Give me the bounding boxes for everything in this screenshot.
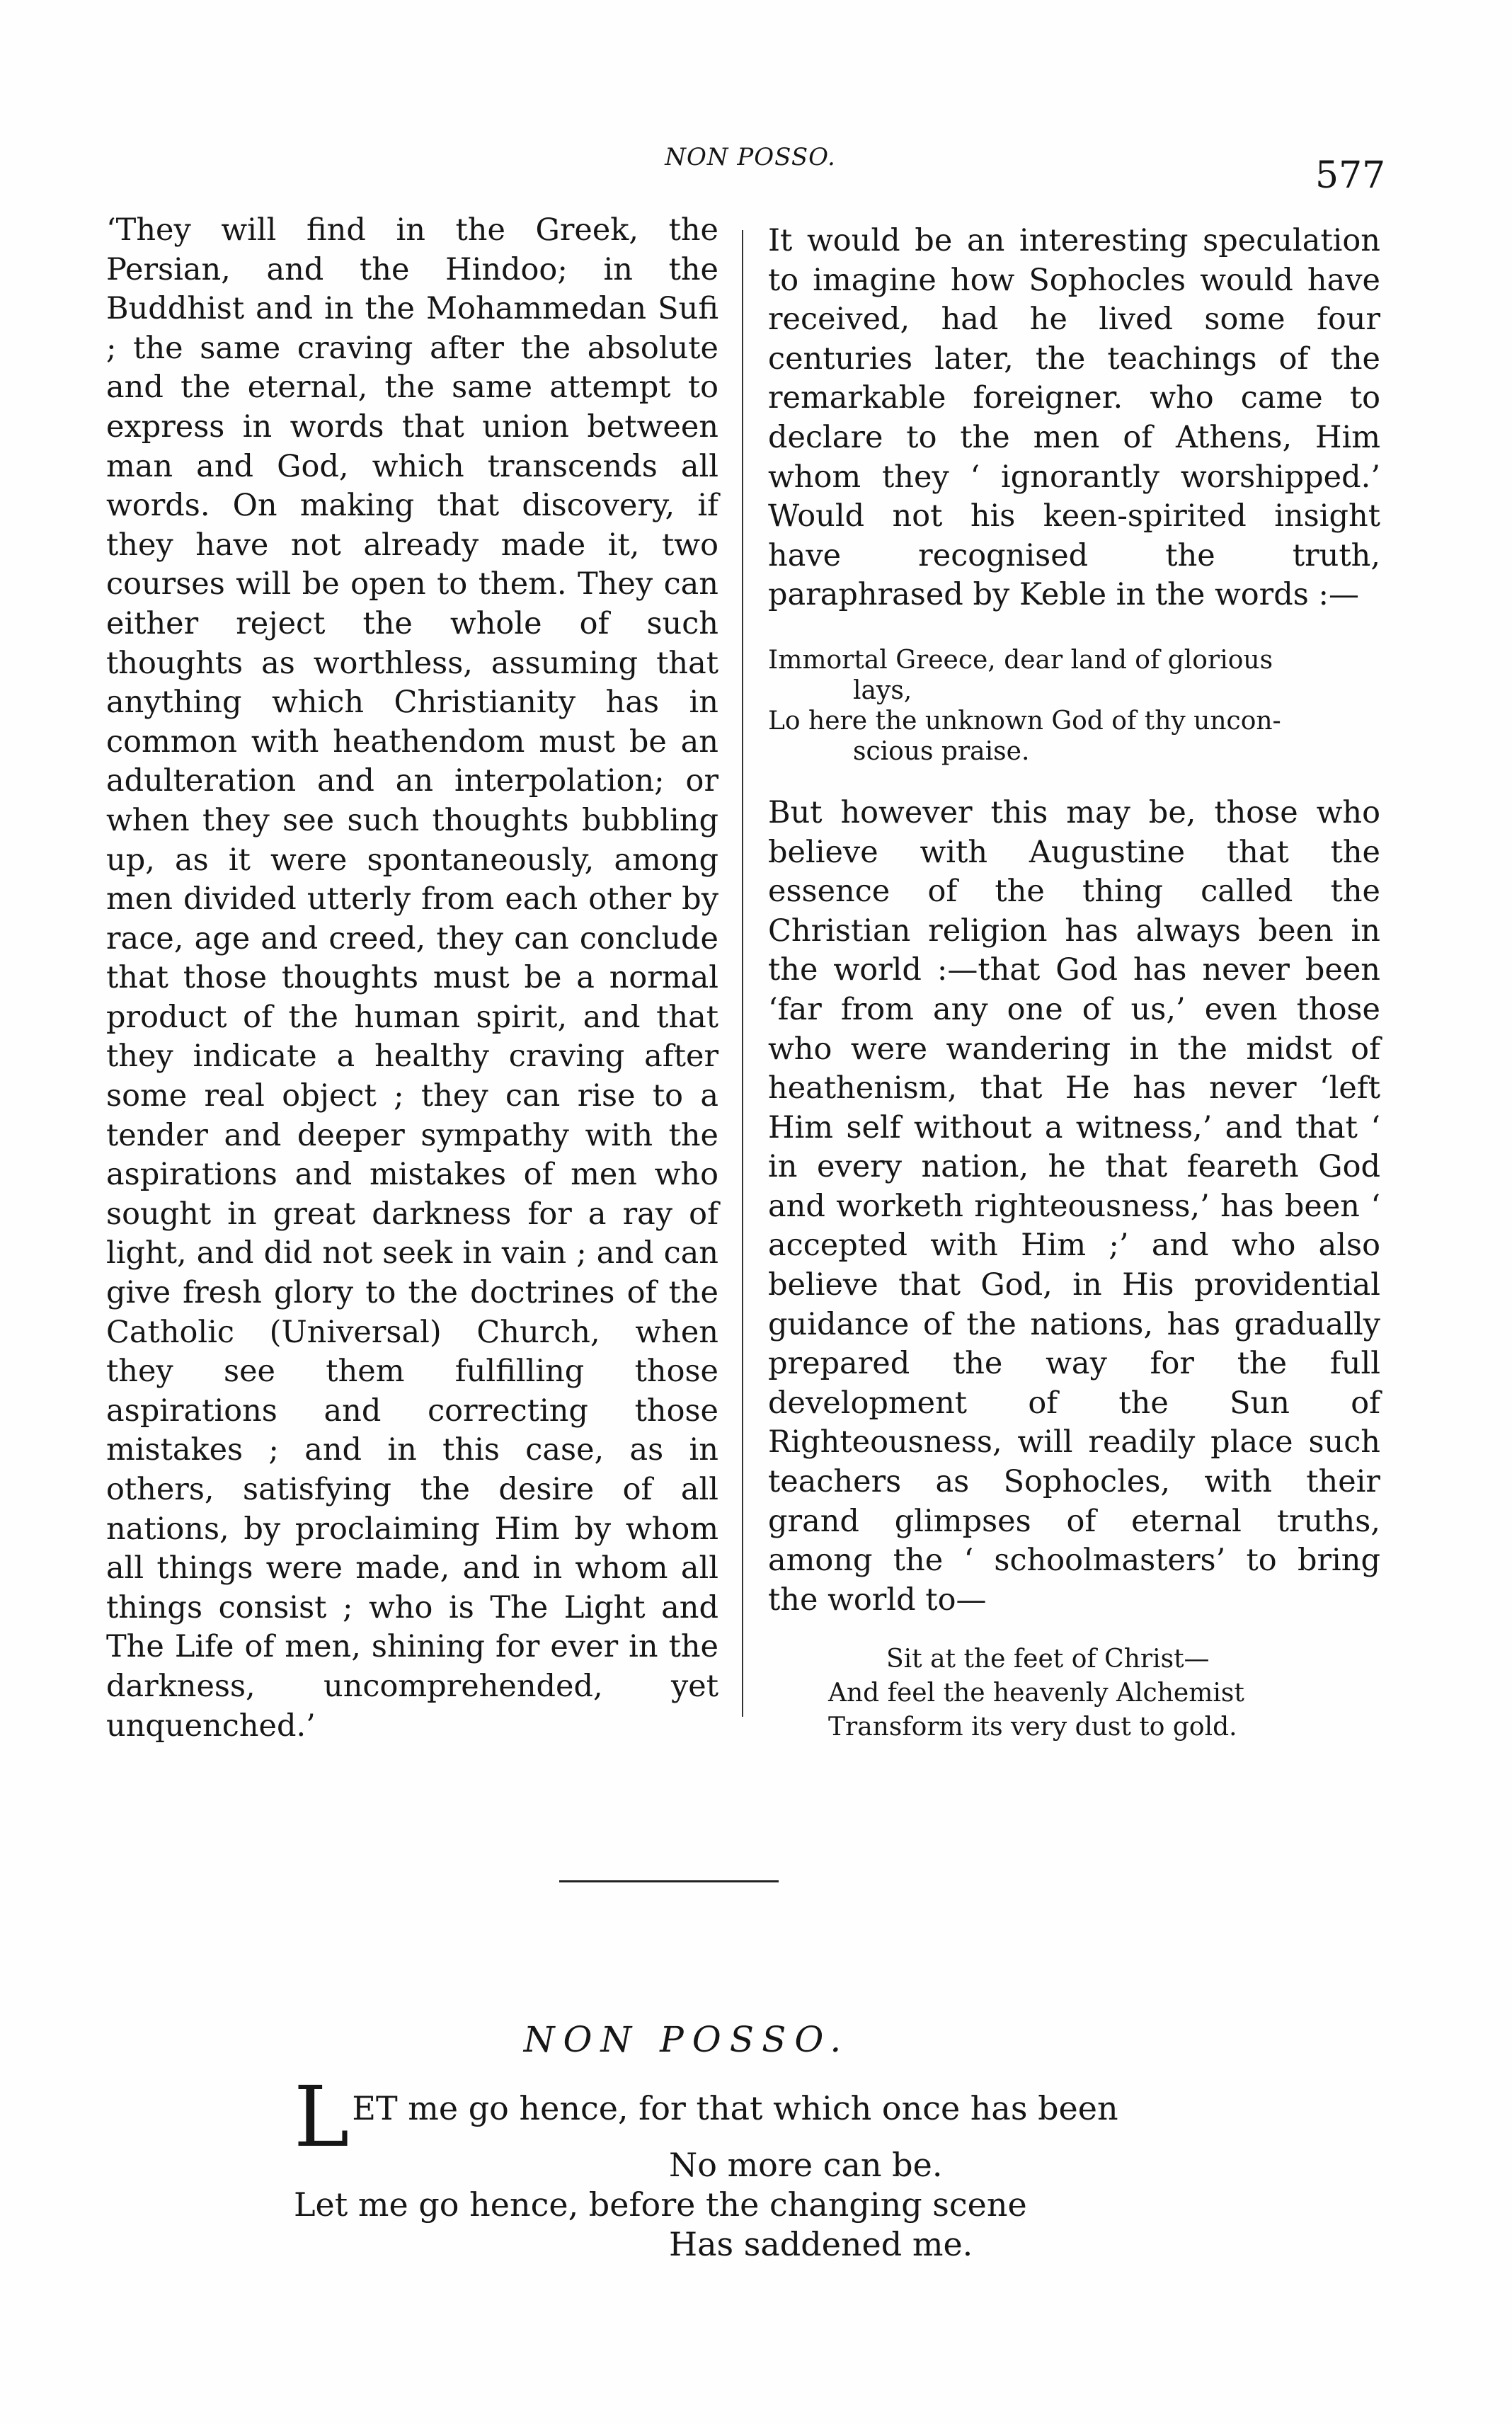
poem <box>294 2068 1214 2264</box>
quote-line: Immortal Greece, dear land of glorious <box>768 645 1273 675</box>
poem-title: NON POSSO. <box>523 2019 850 2060</box>
right-paragraph-1: It would be an interesting speculation to imagine how Sophocles would have received, had he lived some four centuries later, the teachings of the remarkable foreigner. who came to declare to the men of Athens, Him whom they ‘ ignorantly worshipped.’ Would not his keen-spirited insight have recognised the truth, paraphrased by Keble in the words :— <box>768 223 1380 613</box>
page-number: 577 <box>1315 154 1386 197</box>
drop-cap: L <box>294 2068 350 2166</box>
right-column <box>768 222 1380 1744</box>
poem-line: Let me go hence, before the changing scene <box>294 2185 1027 2224</box>
verse-line: Transform its very dust to gold. <box>828 1713 1237 1742</box>
left-column <box>106 211 718 1746</box>
keble-quote <box>768 645 1380 767</box>
running-head: NON POSSO. <box>665 143 836 171</box>
quote-line: lays, <box>853 675 912 705</box>
right-paragraph-2: But however this may be, those who believe with Augustine that the essence of the thing called the Christian religion has always been in the world :—that God has never been ‘far from any one of us,’ even those who were wandering in the midst of heathenism, that He has never ‘left Him self without a witness,’ and that ‘ in every nation, he that feareth God and worketh righteousness,’ has been ‘ accepted with Him ;’ and who also believe that God, in His providential guidance of the nations, has gradually prepared the way for the full development of the Sun of Righteousness, will readily place such teachers as Sophocles, with their grand glimpses of eternal truths, among the ‘ schoolmasters’ to bring the world to— <box>768 794 1380 1618</box>
quote-line: Lo here the unknown God of thy uncon- <box>768 706 1281 736</box>
poem-line: Has saddened me. <box>669 2225 973 2263</box>
left-paragraph: ‘They will find in the Greek, the Persian, and the Hindoo; in the Buddhist and in the Mohammedan Sufi ; the same craving after the absolute and the eternal, the same attempt to express in words that union between man and God, which transcends all words. On making that discovery, if they have not already made it, two courses will be open to them. They can either reject the whole of such thoughts as worthless, assuming that anything which Christianity has in common with heathendom must be an adulteration and an interpolation; or when they see such thoughts bubbling up, as it were spontaneously, among men divided utterly from each other by race, age and creed, they can conclude that those thoughts must be a normal product of the human spirit, and that they indicate a healthy craving after some real object ; they can rise to a tender and deeper sympathy with the aspirations and mistakes of men who sought in great darkness for a ray of light, and did not seek in vain ; and can give fresh glory to the doctrines of the Catholic (Universal) Church, when they see them fulfilling those aspirations and correcting those mistakes ; and in this case, as in others, satisfying the desire of all nations, by proclaiming Him by whom all things were made, and in whom all things consist ; who is The Light and The Life of men, shining for ever in the darkness, uncomprehended, yet unquenched.’ <box>106 212 718 1744</box>
section-separator <box>559 1880 779 1882</box>
poem-line: No more can be. <box>669 2146 943 2184</box>
verse-line: Sit at the feet of Christ— <box>886 1645 1210 1674</box>
poem-line-text: ET me go hence, for that which once has been <box>352 2089 1118 2127</box>
quote-line: scious praise. <box>853 736 1030 766</box>
closing-verse <box>768 1642 1380 1744</box>
verse-line: And feel the heavenly Alchemist <box>828 1679 1244 1708</box>
column-divider <box>742 230 743 1717</box>
